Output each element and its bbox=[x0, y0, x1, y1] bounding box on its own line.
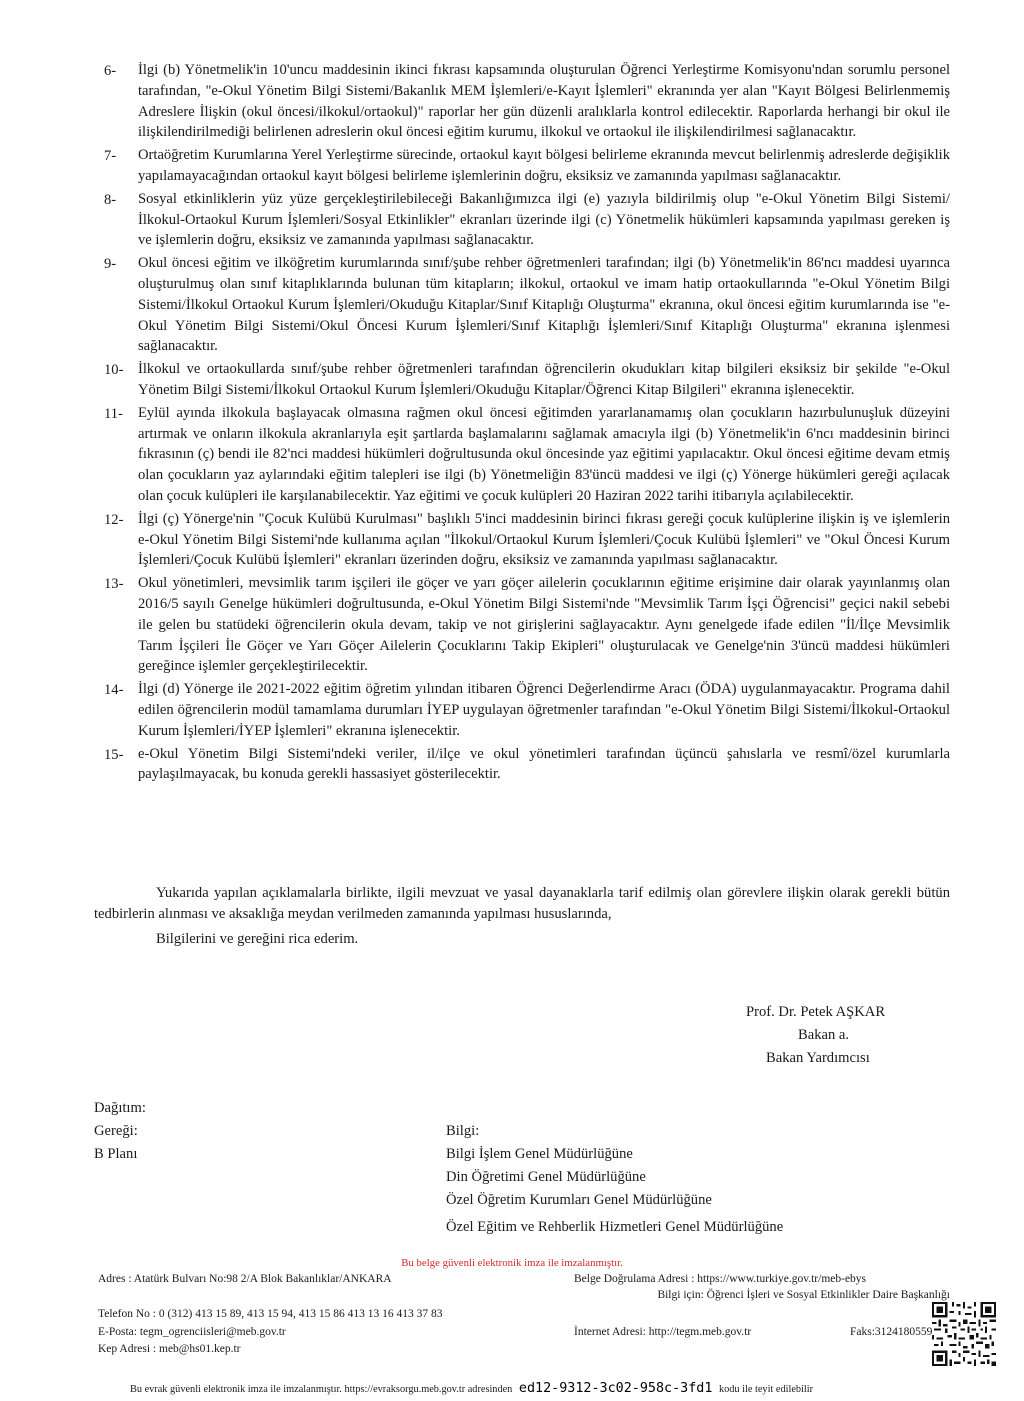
list-item bbox=[104, 573, 950, 677]
closing-request: Bilgilerini ve gereğini rica ederim. bbox=[156, 931, 359, 947]
footer-contact-unit: Bilgi için: Öğrenci İşleri ve Sosyal Etkinlikler Daire Başkanlığı bbox=[657, 1289, 950, 1301]
closing-paragraph: Yukarıda yapılan açıklamalarla birlikte, ilgili mevzuat ve yasal dayanaklarla tarif edilmiş olan görevlere ilişkin olarak gerekli bütün tedbirlerin alınması ve aksaklığa meydan verilmeden zamanında yapılması hususlarında, bbox=[94, 885, 950, 922]
footer-email[interactable]: E-Posta: tegm_ogrenciisleri@meb.gov.tr bbox=[98, 1326, 286, 1338]
info-recipient: Özel Öğretim Kurumları Genel Müdürlüğüne bbox=[446, 1192, 712, 1208]
footer-address: Adres : Atatürk Bulvarı No:98 2/A Blok Bakanlıklar/ANKARA bbox=[98, 1273, 392, 1285]
list-item bbox=[104, 403, 950, 507]
list-item bbox=[104, 189, 950, 251]
item-text: Sosyal etkinliklerin yüz yüze gerçekleştirilebileceği Bakanlığımızca ilgi (e) yazıyla bildirilmiş olup "e-Okul Yönetim Bilgi Sistemi/İlkokul-Ortaokul Kurum İşlemleri/Sosyal Etkinlikler" ekranları üzerinde ilgi (c) Yönetmelik hükümleri kapsamında yapılması gereken iş ve işlemlerin doğru, eksiksiz ve zamanında yapılması sağlanacaktır. bbox=[138, 190, 950, 249]
signatory-name: Prof. Dr. Petek AŞKAR bbox=[746, 1004, 886, 1020]
list-item bbox=[104, 253, 950, 357]
info-label: Bilgi: bbox=[446, 1123, 480, 1139]
item-text: İlgi (b) Yönetmelik'in 10'uncu maddesinin ikinci fıkrası kapsamında oluşturulan Öğrenci Yerleştirme Komisyonu'ndan sorumlu personel tarafından, "e-Okul Yönetim Bilgi Sistemi/Bakanlık MEM İşlemleri/e-Kayıt İşlemleri" ekranında yer alan "Kayıt Bölgesi Belirlenmemiş Adreslere İlişkin (okul öncesi/ilkokul/ortaokul)" raporlar her gün düzenli aralıklarla kontrol edilecektir. Raporlarda herhangi bir okul ile ilişkilendirilmediği belirlenen adreslerin okul öncesi eğitim kurumu, ilkokul ve ortaokul ile ilişkilendirilmesi sağlanacaktır. bbox=[138, 62, 950, 141]
item-number: 11- bbox=[104, 405, 123, 422]
distribution-block bbox=[94, 1097, 146, 1166]
item-text: Eylül ayında ilkokula başlayacak olmasına rağmen okul öncesi eğitimden yararlanamamış olan çocukların hazırbulunuşluk düzeyini artırmak ve onların ilkokula akranlarıyla eşit şartlarda başlamalarını sağlamak amacıyla ilgi (b) Yönetmelik'in 6'ncı maddesinin birinci fıkrasının (ç) bendi ile 82'nci maddesi hükümleri doğrultusunda okul öncesinde yaz eğitimi yapılacaktır. Okul öncesi eğitime devam etmiş olan çocukların yaz aylarındaki eğitim talepleri ise ilgi (b) Yönetmeliğin 83'üncü maddesi ve ilgi (ç) Yönerge hükümleri gereği açılacak olan çocuk kulüpleri ile karşılanabilecektir. Yaz eğitimi ve çocuk kulüpleri 20 Haziran 2022 tarihi itibarıyla açılabilecektir. bbox=[138, 404, 950, 504]
item-number: 13- bbox=[104, 576, 124, 593]
item-number: 10- bbox=[104, 362, 124, 379]
footer-phone: Telefon No : 0 (312) 413 15 89, 413 15 94, 413 15 86 413 13 16 413 37 83 bbox=[98, 1308, 443, 1320]
list-item bbox=[104, 359, 950, 401]
footer-website[interactable]: İnternet Adresi: http://tegm.meb.gov.tr bbox=[574, 1326, 752, 1338]
item-text: İlgi (ç) Yönerge'nin "Çocuk Kulübü Kurulması" başlıklı 5'inci maddesinin birinci fıkrası gereği çocuk kulüplerine ilişkin iş ve işlemlerin e-Okul Yönetim Bilgi Sistemi'nde kullanıma açılan "İlkokul/Ortaokul Kurum İşlemleri/Çocuk Kulübü İşlemleri" ve "Okul Öncesi Kurum İşlemleri/Çocuk Kulübü İşlemleri" ekranları üzerinden doğru, eksiksiz ve zamanında yapılması sağlanacaktır. bbox=[138, 510, 950, 569]
signatory-title: Bakan Yardımcısı bbox=[766, 1050, 870, 1066]
item-number: 12- bbox=[104, 511, 124, 528]
list-item bbox=[104, 509, 950, 571]
footer-kep[interactable]: Kep Adresi : meb@hs01.kep.tr bbox=[98, 1343, 241, 1355]
item-text: İlgi (d) Yönerge ile 2021-2022 eğitim öğretim yılından itibaren Öğrenci Değerlendirme Aracı (ÖDA) uygulanmayacaktır. Programa dahil edilen öğrencilerin modül tamamlama durumları İYEP uygulayan öğretmenler tarafından "e-Okul Yönetim Bilgi Sistemi/İlkokul-Ortaokul Kurum İşlemleri/İYEP İşlemleri" ekranına işlenecektir. bbox=[138, 681, 950, 739]
distribution-action-value: B Planı bbox=[94, 1146, 138, 1162]
item-text: e-Okul Yönetim Bilgi Sistemi'ndeki veriler, il/ilçe ve okul yönetimleri tarafından üçüncü şahıslarla ve resmî/özel kurumlarla paylaşılmayacak, bu konuda gerekli hassasiyet gösterilecektir. bbox=[138, 745, 950, 783]
item-text: Okul yönetimleri, mevsimlik tarım işçileri ile göçer ve yarı göçer ailelerin çocuklarının eğitime erişimine dair olarak yayınlanmış olan 2016/5 sayılı Genelge hükümleri doğrultusunda, e-Okul Yönetim Bilgi Sistemi'nde "Mevsimlik Tarım İşçi Öğrencisi" geçici nakil sebebi ile gelen bu statüdeki öğrencilerin okula devam, takip ve not girişlerini sağlayacaktır. Aynı genelgede ifade edilen "İl/İlçe Mevsimlik Tarım İşçileri İle Göçer ve Yarı Göçer Ailelerin Çocuklarını Takip Ekipleri" oluşturulacak ve Genelge'nin 3'üncü maddesi hükümleri gereğince işlemler gerçekleştirilecektir. bbox=[138, 575, 950, 675]
verification-code: ed12-9312-3c02-958c-3fd1 bbox=[518, 1381, 713, 1396]
info-recipient: Din Öğretimi Genel Müdürlüğüne bbox=[446, 1169, 646, 1185]
signatory-proxy: Bakan a. bbox=[798, 1027, 850, 1043]
item-number: 7- bbox=[104, 148, 117, 165]
numbered-items-list bbox=[104, 60, 950, 787]
list-item bbox=[104, 744, 950, 786]
list-item bbox=[104, 145, 950, 187]
distribution-action-label: Gereği: bbox=[94, 1123, 138, 1139]
signature-block bbox=[742, 1001, 922, 1070]
info-recipient: Özel Eğitim ve Rehberlik Hizmetleri Genel Müdürlüğüne bbox=[446, 1219, 784, 1235]
info-recipients-block bbox=[446, 1120, 783, 1239]
item-number: 14- bbox=[104, 682, 124, 699]
item-text: Ortaöğretim Kurumlarına Yerel Yerleştirme sürecinde, ortaokul kayıt bölgesi belirleme ekranında mevcut belirlenmiş adreslerde değişiklik yapılamayacağından ortaokul kayıt bölgesi belirleme işlemlerinin doğru, eksiksiz ve zamanında yapılması sağlanacaktır. bbox=[138, 147, 950, 184]
list-item bbox=[104, 60, 950, 143]
info-recipient: Bilgi İşlem Genel Müdürlüğüne bbox=[446, 1146, 633, 1162]
closing-section bbox=[94, 883, 950, 950]
item-text: Okul öncesi eğitim ve ilköğretim kurumlarında sınıf/şube rehber öğretmenleri tarafından; ilgi (b) Yönetmelik'in 86'ncı maddesi uyarınca oluşturulmuş olan sınıf kitaplıklarında bulunan tüm kitapların; ilkokul, ortaokul ve imam hatip ortaokullarında "e-Okul Yönetim Bilgi Sistemi/İlkokul Ortaokul Kurum İşlemleri/Okuduğu Kitaplar/Sınıf Kitaplığı Oluşturma" ekranına, okul öncesi eğitim kurumlarında ise "e-Okul Yönetim Bilgi Sistemi/Okul Öncesi Kurum İşlemleri/Sınıf Kitaplığı İşlemleri/Sınıf Kitaplığı Oluşturma" ekranına işlenmesi sağlanacaktır. bbox=[138, 255, 950, 355]
item-number: 9- bbox=[104, 256, 117, 273]
footer-verification-link[interactable]: Belge Doğrulama Adresi : https://www.turkiye.gov.tr/meb-ebys bbox=[574, 1273, 867, 1285]
item-text: İlkokul ve ortaokullarda sınıf/şube rehber öğretmenleri tarafından öğrencilerin okudukları kitap bilgileri eksiksiz bir şekilde "e-Okul Yönetim Bilgi Sistemi/İlkokul Ortaokul Kurum İşlemleri/Okuduğu Kitaplar/Öğrenci Kitap Bilgileri" ekranına işlenecektir. bbox=[138, 361, 950, 398]
footer-fax: Faks:3124180559 bbox=[850, 1326, 933, 1338]
list-item bbox=[104, 679, 950, 741]
verification-line bbox=[130, 1381, 930, 1396]
item-number: 8- bbox=[104, 191, 117, 208]
item-number: 6- bbox=[104, 63, 117, 79]
distribution-heading: Dağıtım: bbox=[94, 1100, 146, 1116]
qr-code-icon bbox=[932, 1302, 996, 1366]
item-number: 15- bbox=[104, 746, 124, 763]
verification-suffix: kodu ile teyit edilebilir bbox=[718, 1384, 814, 1395]
esign-notice: Bu belge güvenli elektronik imza ile imzalanmıştır. bbox=[401, 1257, 623, 1269]
verification-prefix: Bu evrak güvenli elektronik imza ile imzalanmıştır. https://evraksorgu.meb.gov.tr adresinden bbox=[130, 1384, 513, 1395]
